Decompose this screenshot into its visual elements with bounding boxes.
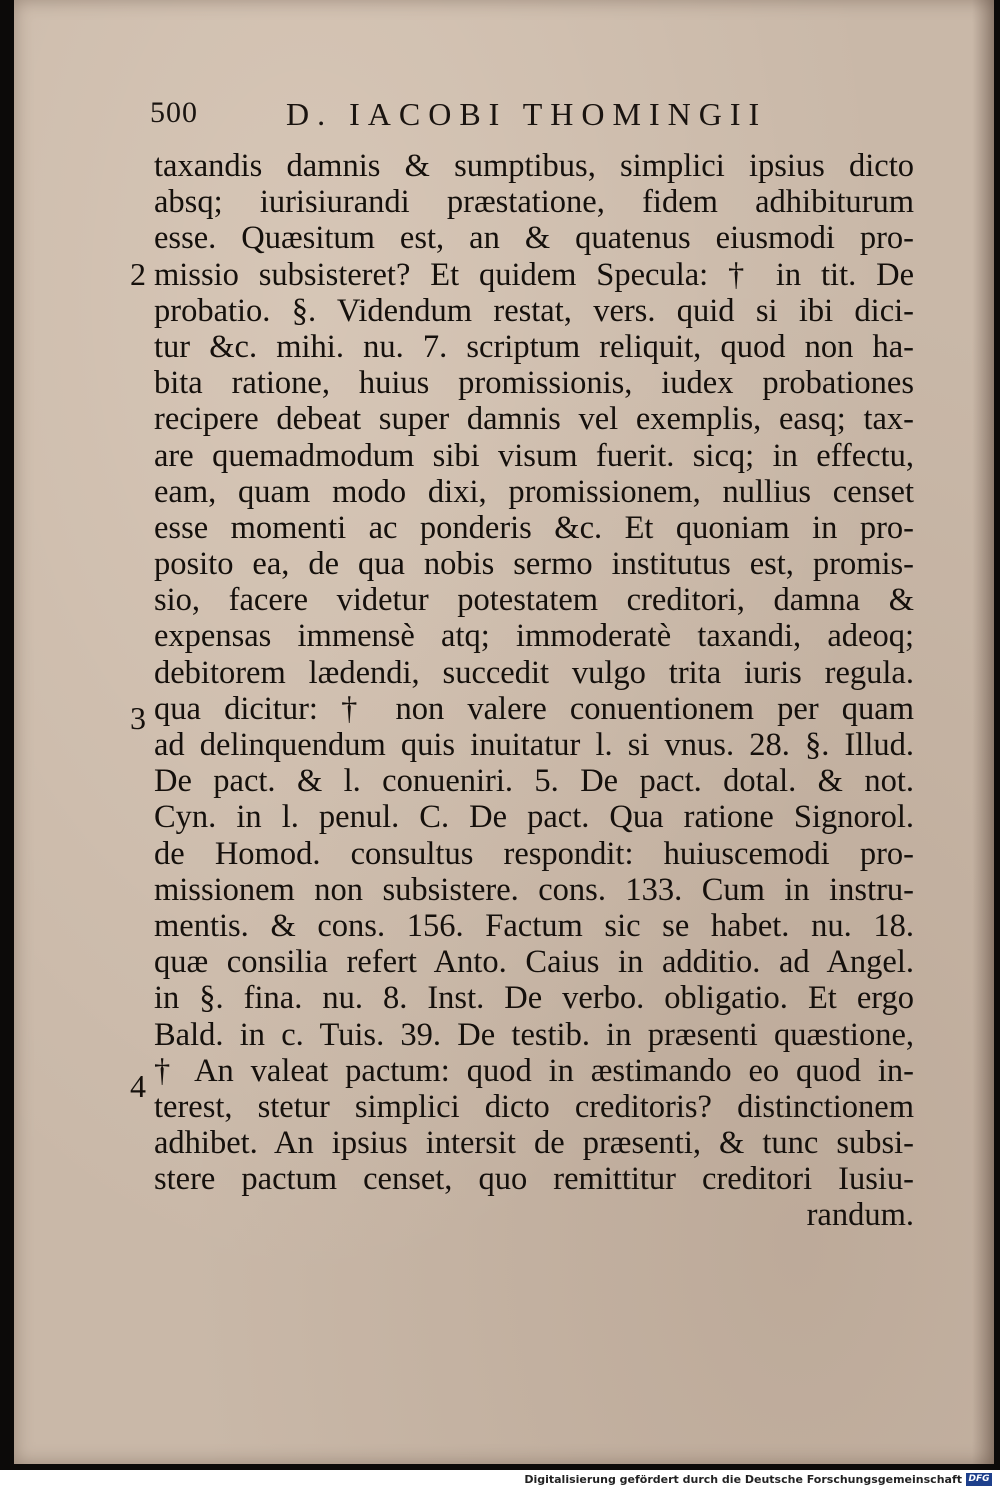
running-title: D. IACOBI THOMINGII xyxy=(286,96,768,132)
text-line-7: bita ratione, huius promissionis, iudex probationes xyxy=(154,365,914,402)
dfg-logo-icon: DFG xyxy=(966,1473,992,1486)
text-line-21: missionem non subsistere. cons. 133. Cum in instru- xyxy=(154,871,914,908)
text-line-14: expensas immensè atq; immoderatè taxandi, adeoq; xyxy=(154,618,914,655)
body-text xyxy=(154,148,914,1234)
text-line-9: are quemadmodum sibi visum fuerit. sicq; in effectu, xyxy=(154,437,914,474)
text-line-10: eam, quam modo dixi, promissionem, nullius censet xyxy=(154,473,914,510)
text-line-2: absq; iurisiurandi præstatione, fidem adhibiturum xyxy=(154,184,914,221)
text-line-23: quæ consilia refert Anto. Caius in additio. ad Angel. xyxy=(154,944,914,981)
footer-bar xyxy=(0,1470,1000,1489)
text-line-4: missio subsisteret? Et quidem Specula: † in tit. De xyxy=(154,256,914,293)
text-line-15: debitorem lædendi, succedit vulgo trita iuris regula. xyxy=(154,654,914,691)
text-line-22: mentis. & cons. 156. Factum sic se habet. nu. 18. xyxy=(154,907,914,944)
text-line-20: de Homod. consultus respondit: huiuscemodi pro- xyxy=(154,835,914,872)
text-line-16: qua dicitur: † non valere conuentionem per quam xyxy=(154,690,914,727)
text-line-28: adhibet. An ipsius intersit de præsenti, & tunc subsi- xyxy=(154,1125,914,1162)
text-line-6: tur &c. mihi. nu. 7. scriptum reliquit, quod non ha- xyxy=(154,328,914,365)
text-line-1: taxandis damnis & sumptibus, simplici ipsius dicto xyxy=(154,148,914,184)
text-line-5: probatio. §. Videndum restat, vers. quid si ibi dici- xyxy=(154,292,914,329)
text-line-17: ad delinquendum quis inuitatur l. si vnus. 28. §. Illud. xyxy=(154,727,914,763)
text-line-25: Bald. in c. Tuis. 39. De testib. in præsenti quæstione, xyxy=(154,1016,914,1053)
marginal-number-4: 4 xyxy=(130,1068,146,1104)
text-line-29: stere pactum censet, quo remittitur creditori Iusiu- xyxy=(154,1161,914,1198)
text-line-8: recipere debeat super damnis vel exemplis, easq; tax- xyxy=(154,401,914,438)
text-line-18: De pact. & l. conueniri. 5. De pact. dotal. & not. xyxy=(154,763,914,800)
page-number: 500 xyxy=(150,96,198,129)
marginal-number-2: 2 xyxy=(130,256,146,292)
text-line-26: † An valeat pactum: quod in æstimando eo quod in- xyxy=(154,1052,914,1089)
text-line-13: sio, facere videtur potestatem creditori, damna & xyxy=(154,582,914,619)
text-line-24: in §. fina. nu. 8. Inst. De verbo. obligatio. Et ergo xyxy=(154,980,914,1017)
text-line-12: posito ea, de qua nobis sermo institutus est, promis- xyxy=(154,546,914,583)
text-line-19: Cyn. in l. penul. C. De pact. Qua ratione Signorol. xyxy=(154,799,914,836)
running-head xyxy=(150,96,910,136)
text-line-11: esse momenti ac ponderis &c. Et quoniam in pro- xyxy=(154,509,914,546)
digitization-credit: Digitalisierung gefördert durch die Deutsche Forschungsgemeinschaft xyxy=(524,1473,962,1486)
text-line-30: randum. xyxy=(806,1197,914,1234)
marginal-number-3: 3 xyxy=(130,700,146,736)
text-line-27: terest, stetur simplici dicto creditoris? distinctionem xyxy=(154,1088,914,1125)
text-line-3: esse. Quæsitum est, an & quatenus eiusmodi pro- xyxy=(154,220,914,257)
page-edge-shadow xyxy=(972,0,994,1464)
